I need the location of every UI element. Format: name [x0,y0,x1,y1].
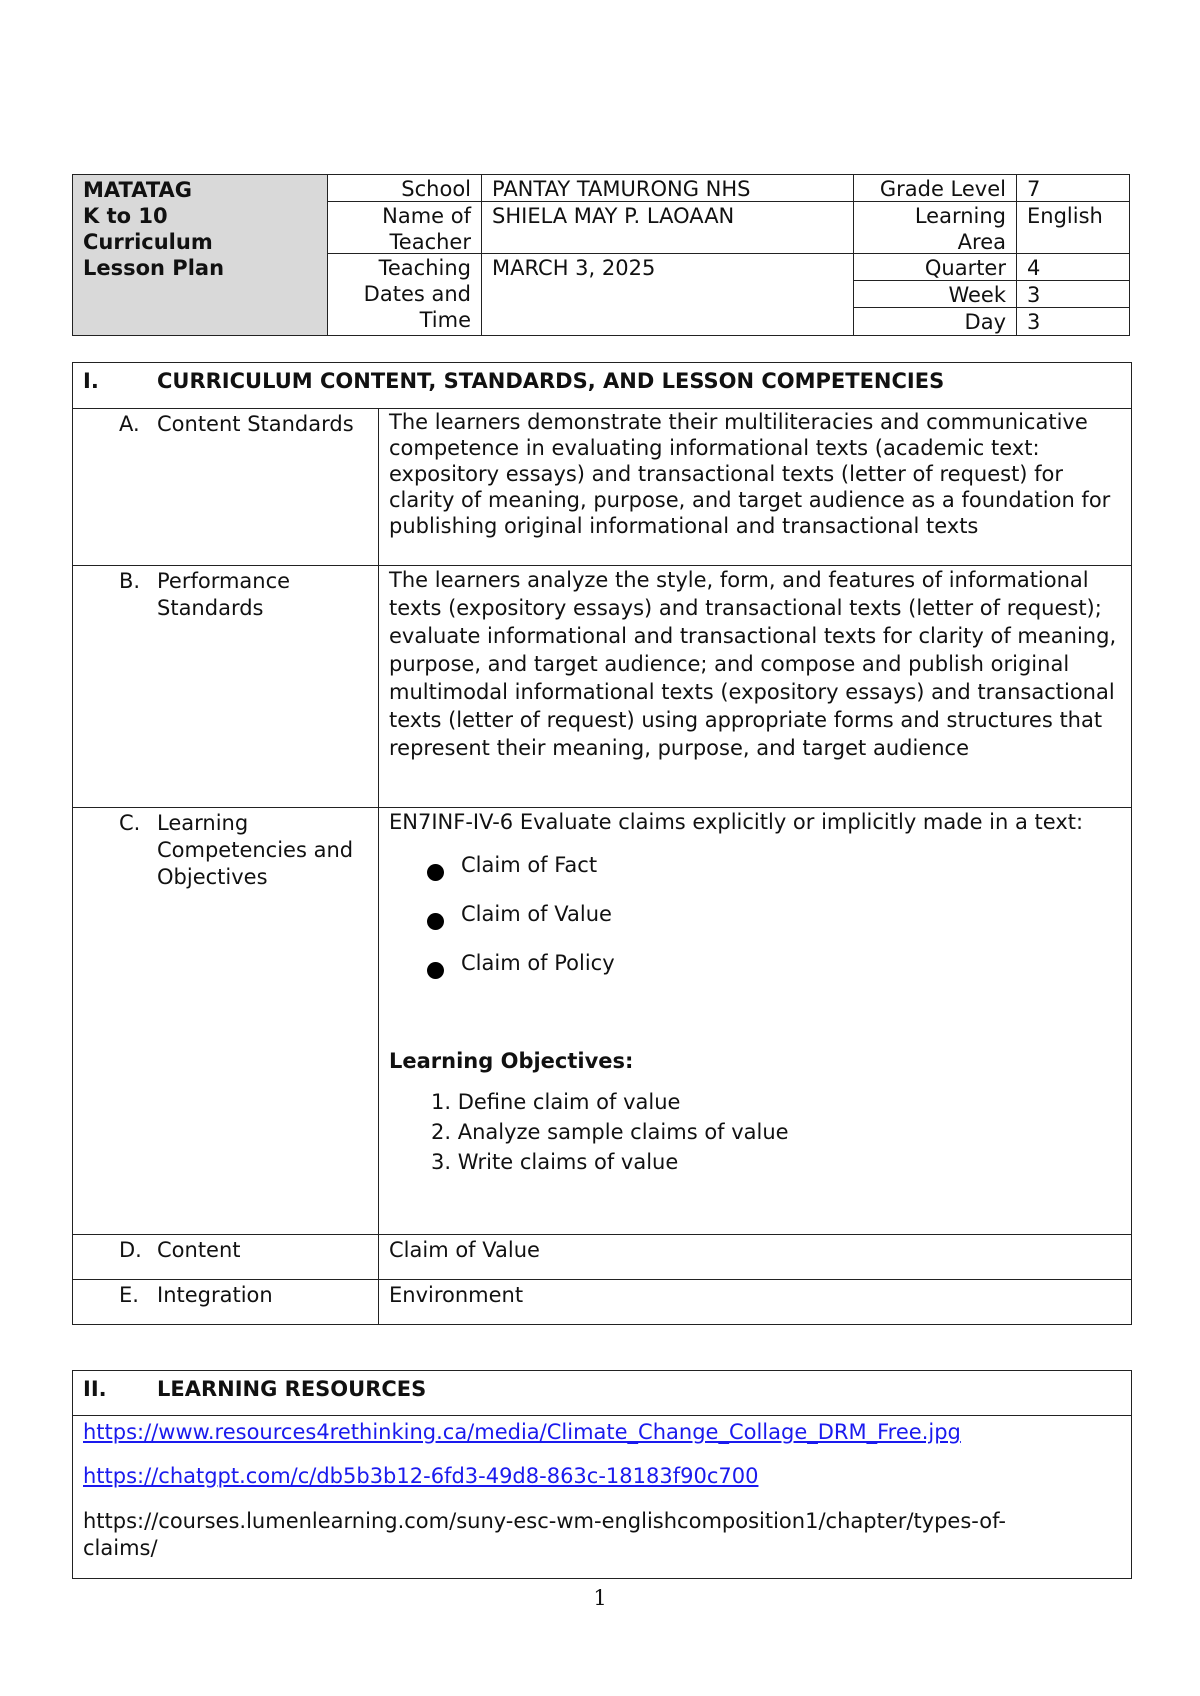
grade-level-label: Grade Level [853,174,1017,202]
teacher-value: SHIELA MAY P. LAOAAN [481,201,854,254]
competencies-letter: C. [119,811,141,835]
school-value: PANTAY TAMURONG NHS [481,174,854,202]
resource-text: https://courses.lumenlearning.com/suny-esc-wm-englishcomposition1/chapter/types-of- claims/ [83,1509,1006,1560]
claim-list-item: Claim of Value [389,899,1121,948]
page-number: 1 [593,1586,607,1610]
performance-standards-text: The learners analyze the style, form, and features of informational texts (expository essays) and transactional texts (letter of request); evaluate informational and transactional texts for clarity of meaning, purpose, and target audience; and compose and publish original multimodal informational texts (expository essays) and transactional texts (letter of request) using appropriate forms and structures that represent their meaning, purpose, and target audience [389,568,1117,760]
section-1-heading-row [72,362,1132,409]
week-value: 3 [1016,280,1130,308]
content-letter: D. [119,1238,142,1262]
integration-letter: E. [119,1283,139,1307]
grade-level-value: 7 [1016,174,1130,202]
title-line-2: K to 10 [83,204,168,228]
integration-label: Integration [157,1283,273,1307]
teacher-label: Name of Teacher [327,201,482,254]
section-1-number: I. [83,369,99,393]
competencies-content [379,808,1131,1234]
section-2-number: II. [83,1377,107,1401]
bullet-icon [427,864,444,881]
content-standards-row [72,408,1132,566]
teaching-dates-label: Teaching Dates and Time [327,253,482,336]
resource-link[interactable]: https://www.resources4rethinking.ca/media/Climate_Change_Collage_DRM_Free.jpg [83,1420,961,1444]
title-line-3: Curriculum [83,230,213,254]
section-2-heading-row [72,1370,1132,1416]
objective-item: 2. Analyze sample claims of value [431,1120,789,1144]
week-label: Week [853,280,1017,308]
lesson-plan-title [72,174,328,336]
competencies-row [72,807,1132,1235]
integration-value: Environment [389,1283,524,1307]
content-standards-letter: A. [119,412,140,436]
performance-standards-row [72,565,1132,808]
bullet-icon [427,962,444,979]
header-table [72,174,1130,336]
content-row [72,1234,1132,1280]
quarter-value: 4 [1016,253,1130,281]
title-line-4: Lesson Plan [83,256,225,280]
section-2-heading: LEARNING RESOURCES [157,1377,427,1401]
competencies-label: Learning Competencies and Objectives [157,811,354,889]
claim-list-item: Claim of Policy [389,948,1121,997]
claim-list-item: Claim of Fact [389,850,1121,899]
integration-row [72,1279,1132,1325]
learning-area-value: English [1016,201,1130,254]
objectives-heading: Learning Objectives: [389,1049,634,1073]
day-value: 3 [1016,307,1130,336]
learning-area-label: Learning Area [853,201,1017,254]
day-label: Day [853,307,1017,336]
content-standards-label: Content Standards [157,412,354,436]
teaching-dates-value: MARCH 3, 2025 [481,253,854,336]
content-value: Claim of Value [389,1238,540,1262]
performance-standards-label: Performance Standards [157,569,291,620]
resources-row [72,1415,1132,1579]
competency-text: EN7INF-IV-6 Evaluate claims explicitly or implicitly made in a text: [389,810,1084,834]
objective-item: 3. Write claims of value [431,1150,679,1174]
bullet-icon [427,913,444,930]
resource-link[interactable]: https://chatgpt.com/c/db5b3b12-6fd3-49d8-863c-18183f90c700 [83,1464,759,1488]
content-label: Content [157,1238,241,1262]
quarter-label: Quarter [853,253,1017,281]
content-standards-text: The learners demonstrate their multiliteracies and communicative competence in evaluating informational texts (academic text: expository essays) and transactional texts (letter of request) for clarity of meaning, purpose, and target audience as a foundation for publishing original informational and transactional texts [389,410,1111,538]
performance-standards-letter: B. [119,569,141,593]
title-line-1: MATATAG [83,178,193,202]
objective-item: 1. Define claim of value [431,1090,681,1114]
section-1-heading: CURRICULUM CONTENT, STANDARDS, AND LESSON COMPETENCIES [157,369,945,393]
school-label: School [327,174,482,202]
